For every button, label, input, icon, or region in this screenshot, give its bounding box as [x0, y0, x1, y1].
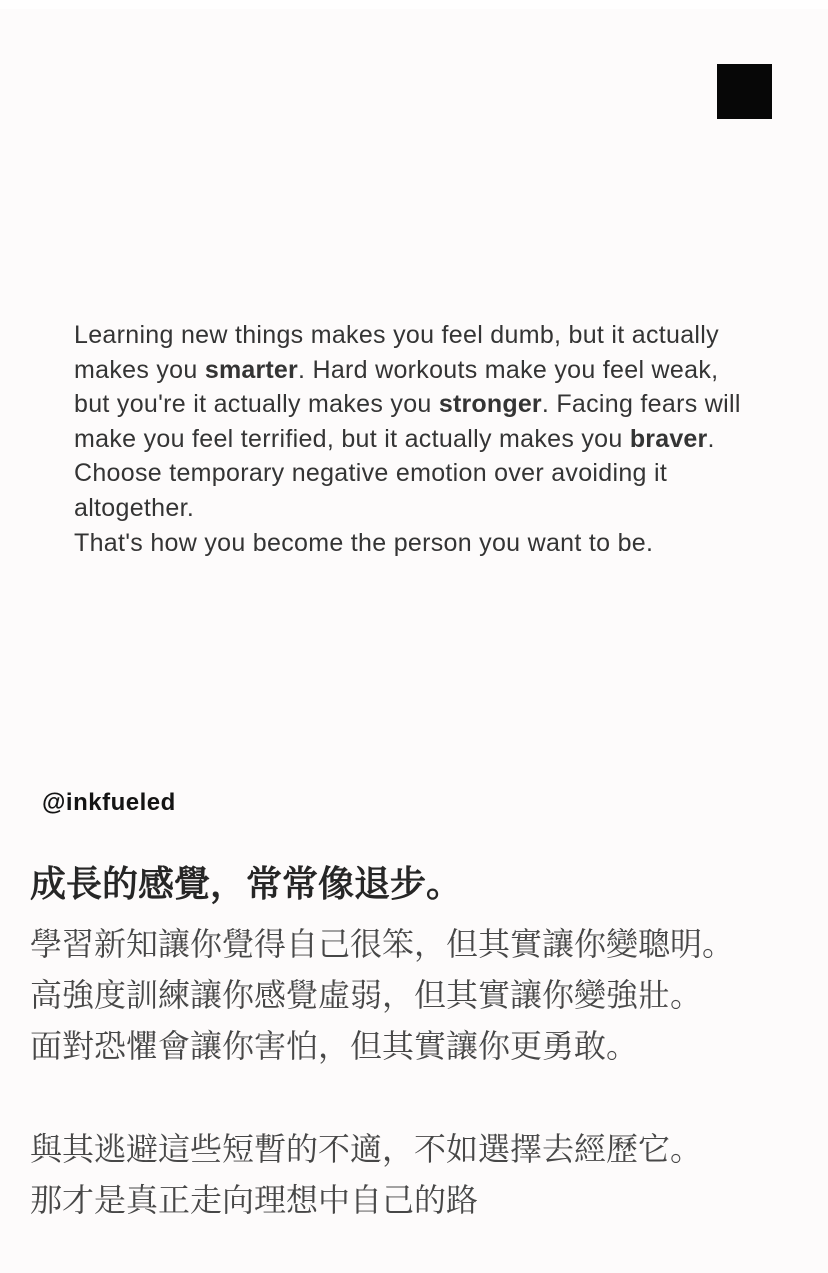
corner-black-square [717, 64, 772, 119]
chinese-paragraph-2: 與其逃避這些短暫的不適，不如選擇去經歷它。 那才是真正走向理想中自己的路 [30, 1131, 703, 1218]
english-quote-text: Learning new things makes you feel dumb, but it actually makes you smarter. Hard workouts make you feel weak, but you're it actually makes you stronger. Facing fears will make you feel terrified, but it actually makes you braver. Choose temporary negative emotion over avoiding it altogether. That's how you become the person you want to be. [74, 321, 741, 557]
top-light-strip [0, 0, 828, 9]
chinese-paragraph-1: 學習新知讓你覺得自己很笨，但其實讓你變聰明。 高強度訓練讓你感覺虛弱，但其實讓你變強壯。 面對恐懼會讓你害怕，但其實讓你更勇敢。 [30, 926, 735, 1064]
account-handle: @inkfueled [42, 789, 176, 816]
chinese-heading: 成長的感覺，常常像退步。 [30, 863, 463, 904]
